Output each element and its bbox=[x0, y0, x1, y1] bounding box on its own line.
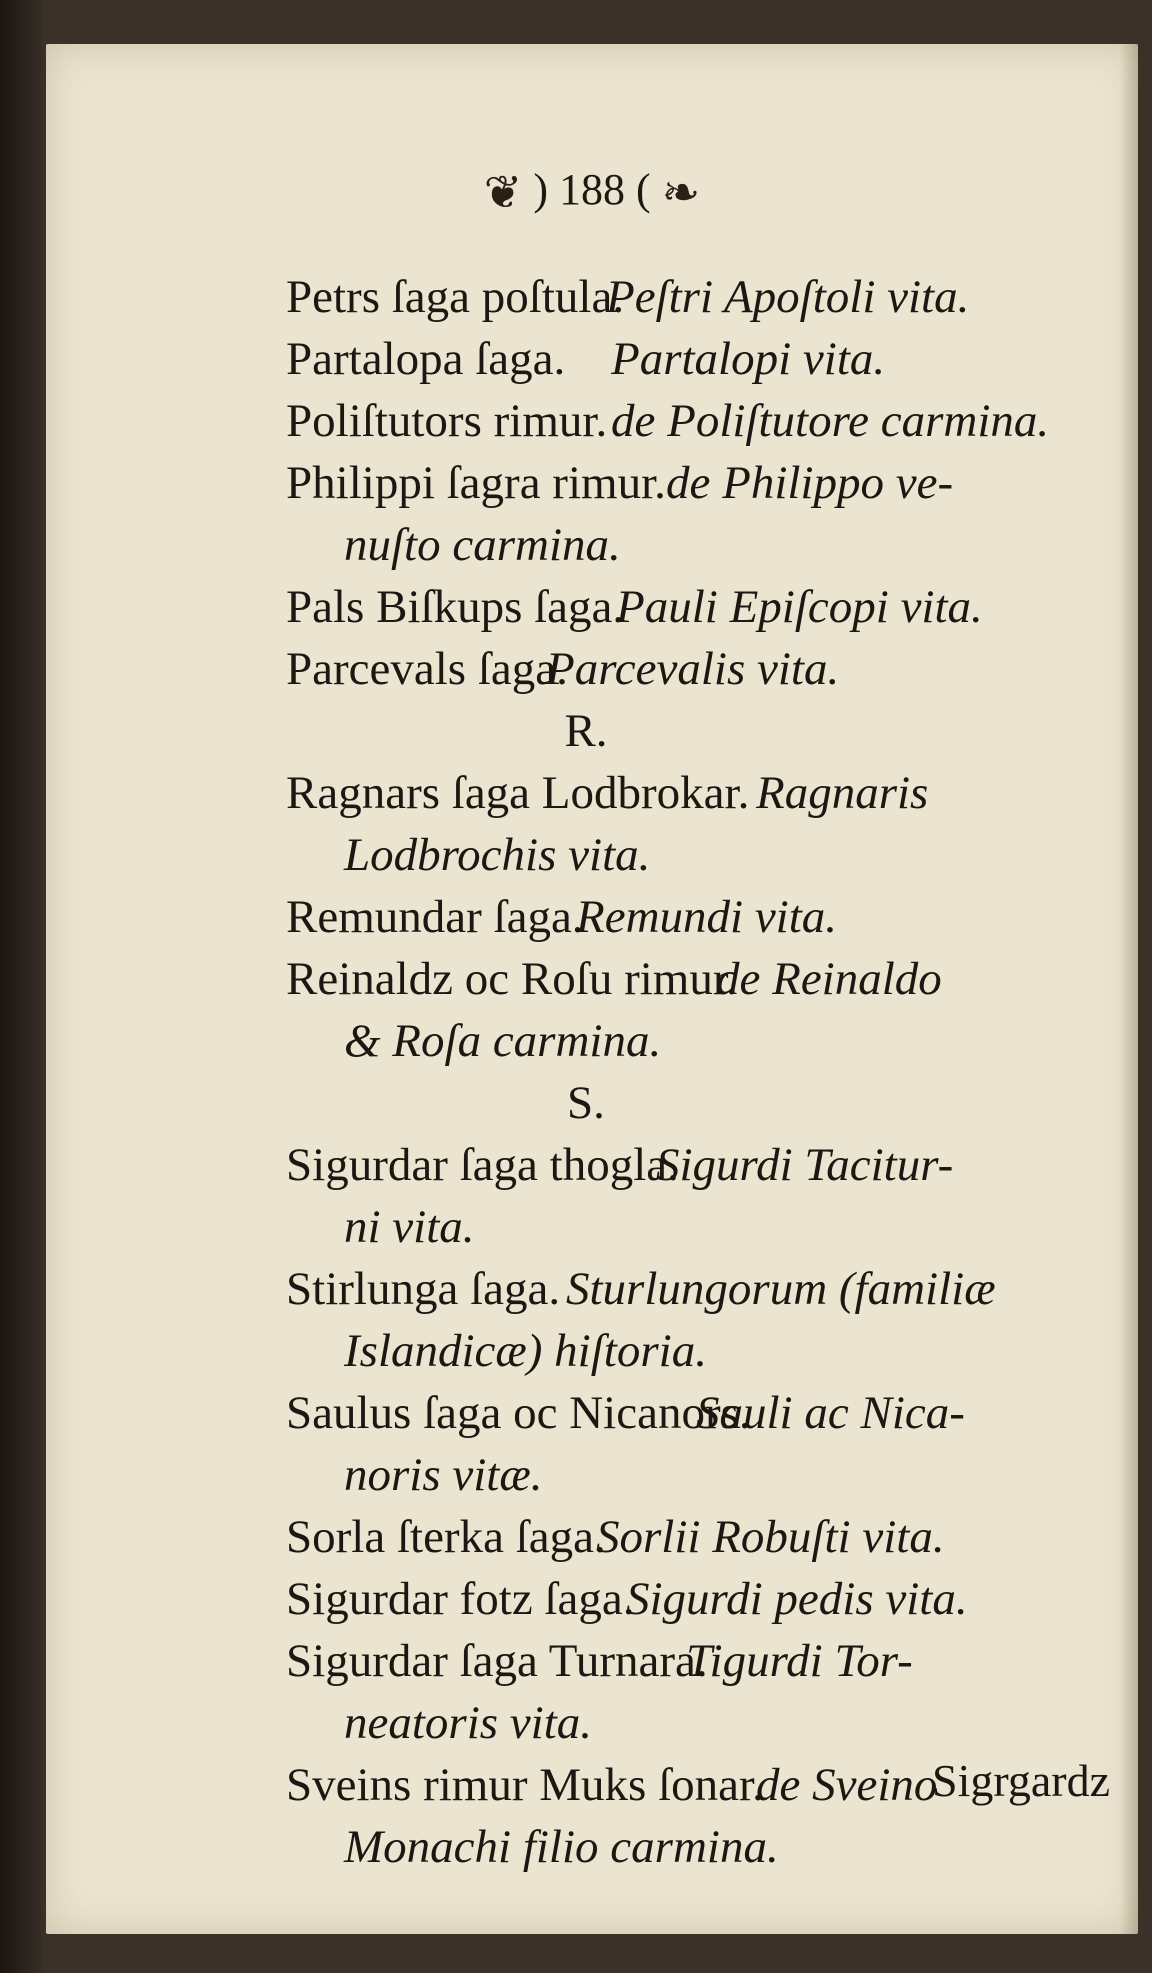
entry-continuation bbox=[286, 1320, 1126, 1382]
latin-title: Tigurdi Tor- bbox=[686, 1635, 913, 1687]
latin-title: Partalopi vita. bbox=[611, 333, 886, 385]
nordic-title: Philippi ſagra rimur. bbox=[286, 457, 666, 509]
nordic-title: Sigurdar fotz ſaga. bbox=[286, 1573, 635, 1625]
latin-title: Pauli Epiſcopi vita. bbox=[616, 581, 983, 633]
latin-title: de Poliſtutore carmina. bbox=[611, 395, 1050, 447]
catalog-entry bbox=[286, 1568, 1126, 1630]
nordic-title: Sorla ſterka ſaga. bbox=[286, 1511, 606, 1563]
entry-continuation bbox=[286, 1816, 1126, 1878]
catalog-entry bbox=[286, 266, 1126, 328]
catalog-entry bbox=[286, 390, 1126, 452]
nordic-title: Saulus ſaga oc Nicanors. bbox=[286, 1387, 751, 1439]
entry-continuation bbox=[286, 824, 1126, 886]
nordic-title: Ragnars ſaga Lodbrokar. bbox=[286, 767, 750, 819]
nordic-title: Remundar ſaga. bbox=[286, 891, 584, 943]
nordic-title: Stirlunga ſaga. bbox=[286, 1263, 561, 1315]
right-bracket: ( bbox=[636, 165, 651, 214]
catalog-entries bbox=[286, 266, 1126, 1878]
nordic-title: Sveins rimur Muks ſonar. bbox=[286, 1759, 764, 1811]
catalog-entry bbox=[286, 452, 1126, 514]
latin-continuation: ni vita. bbox=[344, 1201, 475, 1253]
catalog-entry bbox=[286, 886, 1126, 948]
latin-continuation: noris vitæ. bbox=[344, 1449, 543, 1501]
left-bracket: ) bbox=[533, 165, 548, 214]
latin-continuation: Lodbrochis vita. bbox=[344, 829, 651, 881]
catalog-entry bbox=[286, 1630, 1126, 1692]
latin-continuation: nuſto carmina. bbox=[344, 519, 621, 571]
latin-title: de Philippo ve- bbox=[666, 457, 954, 509]
latin-continuation: Islandicæ) hiſtoria. bbox=[344, 1325, 707, 1377]
latin-title: Sorlii Robuſti vita. bbox=[596, 1511, 945, 1563]
book-page bbox=[46, 44, 1138, 1934]
nordic-title: Sigurdar ſaga Turnara. bbox=[286, 1635, 708, 1687]
latin-title: Ragnaris bbox=[756, 767, 929, 819]
latin-title: Parcevalis vita. bbox=[546, 643, 840, 695]
catalog-entry bbox=[286, 1506, 1126, 1568]
nordic-title: Reinaldz oc Roſu rimur. bbox=[286, 953, 738, 1005]
latin-continuation: neatoris vita. bbox=[344, 1697, 593, 1749]
latin-title: de Reinaldo bbox=[716, 953, 942, 1005]
right-ornament-icon: ❧ bbox=[661, 167, 701, 218]
catalog-entry bbox=[286, 638, 1126, 700]
catalog-entry bbox=[286, 762, 1126, 824]
section-letter: R. bbox=[564, 705, 608, 757]
nordic-title: Poliſtutors rimur. bbox=[286, 395, 608, 447]
catalog-entry bbox=[286, 576, 1126, 638]
latin-title: Sigurdi pedis vita. bbox=[626, 1573, 968, 1625]
latin-title: Sigurdi Tacitur- bbox=[656, 1139, 954, 1191]
nordic-title: Sigurdar ſaga thogla. bbox=[286, 1139, 679, 1191]
latin-title: Remundi vita. bbox=[576, 891, 838, 943]
left-ornament-icon: ❦ bbox=[483, 167, 523, 218]
catalog-entry bbox=[286, 948, 1126, 1010]
entry-continuation bbox=[286, 1692, 1126, 1754]
page-header bbox=[46, 164, 1138, 219]
latin-title: Sauli ac Nica- bbox=[696, 1387, 965, 1439]
entry-continuation bbox=[286, 514, 1126, 576]
catalog-entry bbox=[286, 1382, 1126, 1444]
nordic-title: Parcevals ſaga. bbox=[286, 643, 568, 695]
nordic-title: Partalopa ſaga. bbox=[286, 333, 566, 385]
catalog-entry bbox=[286, 328, 1126, 390]
entry-continuation bbox=[286, 1010, 1126, 1072]
entry-continuation bbox=[286, 1444, 1126, 1506]
latin-title: de Sveino bbox=[756, 1759, 938, 1811]
catalog-entry bbox=[286, 1134, 1126, 1196]
latin-continuation: Monachi filio carmina. bbox=[344, 1821, 779, 1873]
latin-title: Sturlungorum (familiæ bbox=[566, 1263, 996, 1315]
nordic-title: Pals Biſkups ſaga. bbox=[286, 581, 625, 633]
latin-title: Peſtri Apoſtoli vita. bbox=[606, 271, 970, 323]
entry-continuation bbox=[286, 1196, 1126, 1258]
catchword: Sigrgardz bbox=[932, 1755, 1111, 1806]
catalog-entry bbox=[286, 1258, 1126, 1320]
nordic-title: Petrs ſaga poſtula. bbox=[286, 271, 625, 323]
section-letter: S. bbox=[567, 1077, 605, 1129]
page-number: 188 bbox=[559, 165, 625, 214]
latin-continuation: & Roſa carmina. bbox=[344, 1015, 662, 1067]
